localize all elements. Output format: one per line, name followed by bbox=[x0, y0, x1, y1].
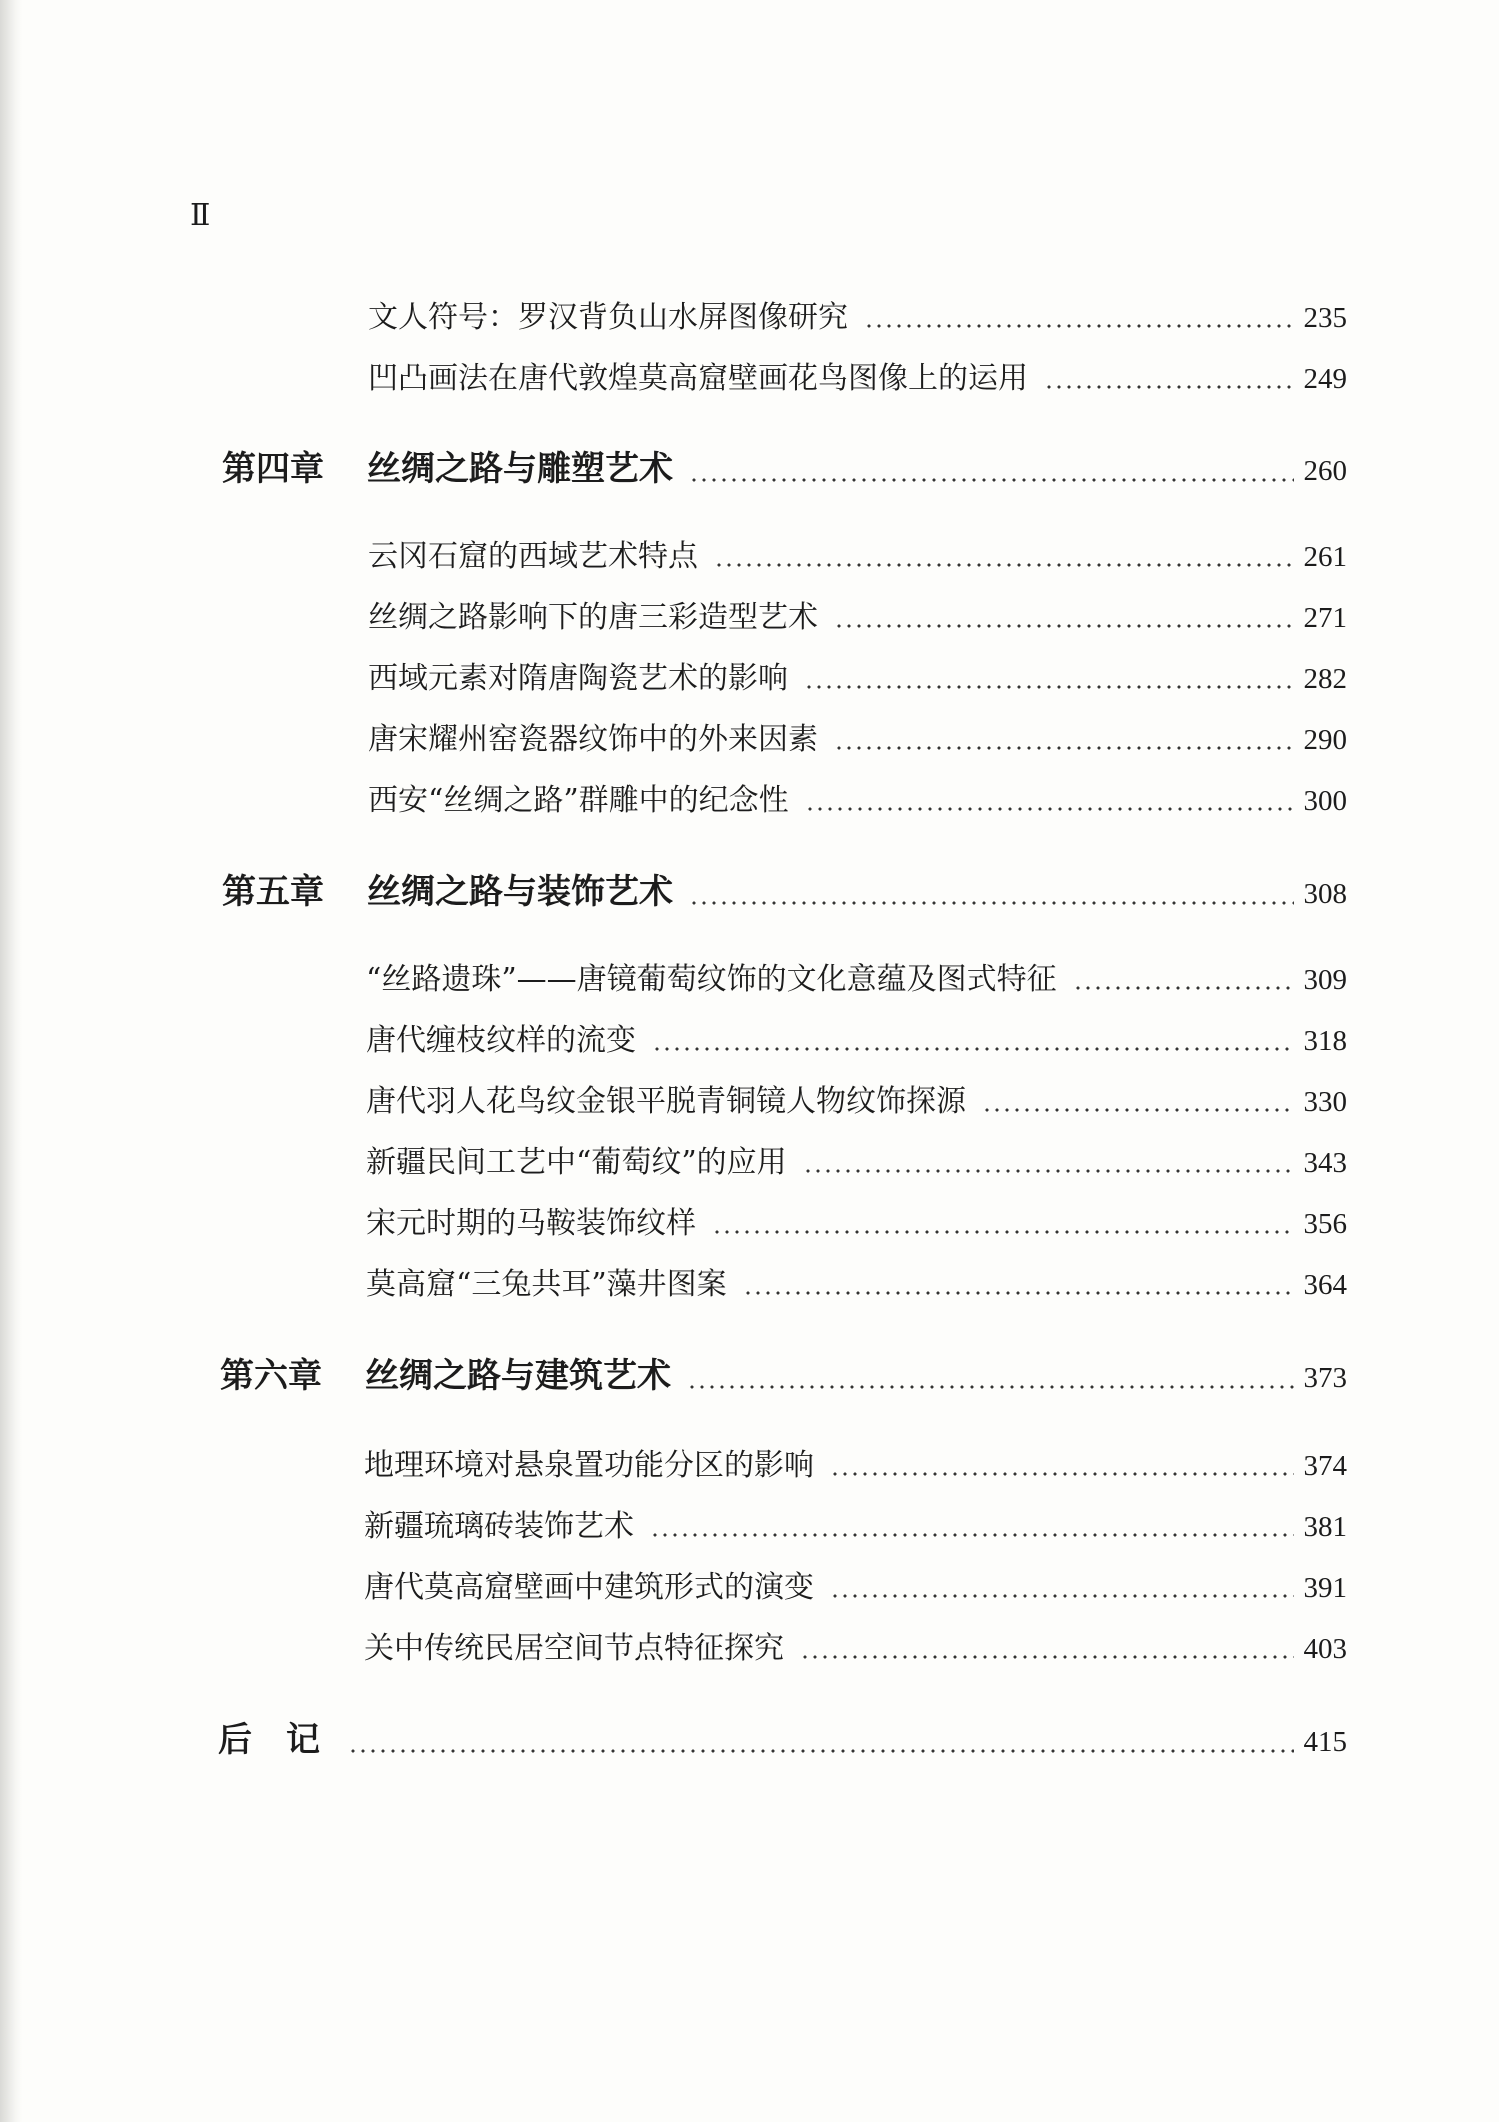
dot-leader bbox=[864, 324, 1294, 328]
dot-leader bbox=[830, 1594, 1294, 1598]
dot-leader bbox=[714, 563, 1294, 567]
toc-entry-page: 356 bbox=[1303, 1208, 1347, 1240]
toc-entry-page: 300 bbox=[1303, 785, 1347, 817]
dot-leader bbox=[804, 685, 1294, 689]
dot-leader bbox=[830, 1472, 1294, 1476]
toc-entry-title: 关中传统民居空间节点特征探究 bbox=[364, 1631, 784, 1666]
toc-entry-page: 271 bbox=[1303, 602, 1347, 634]
dot-leader bbox=[803, 1169, 1294, 1173]
toc-entry-title: 西域元素对隋唐陶瓷艺术的影响 bbox=[368, 661, 788, 696]
dot-leader bbox=[687, 1385, 1294, 1389]
toc-entry-page: 261 bbox=[1303, 541, 1347, 573]
page-edge-shadow bbox=[0, 0, 22, 2122]
toc-chapter-number: 第四章 bbox=[222, 449, 324, 489]
dot-leader bbox=[743, 1291, 1294, 1295]
toc-entry-page: 403 bbox=[1303, 1633, 1347, 1665]
toc-entry[interactable] bbox=[364, 1440, 1347, 1484]
toc-entry-page: 249 bbox=[1303, 363, 1347, 395]
toc-entry-title: 莫高窟“三兔共耳”藻井图案 bbox=[366, 1267, 727, 1302]
toc-entry[interactable] bbox=[366, 1198, 1347, 1242]
toc-chapter-page: 373 bbox=[1303, 1362, 1347, 1394]
toc-entry[interactable] bbox=[368, 592, 1347, 636]
toc-entry[interactable] bbox=[368, 353, 1347, 397]
dot-leader bbox=[1073, 986, 1294, 990]
toc-entry-page: 381 bbox=[1303, 1511, 1347, 1543]
toc-entry[interactable] bbox=[366, 1015, 1347, 1059]
toc-entry-page: 391 bbox=[1303, 1572, 1347, 1604]
toc-entry[interactable] bbox=[366, 1137, 1347, 1181]
toc-entry-title: 西安“丝绸之路”群雕中的纪念性 bbox=[368, 783, 789, 818]
toc-entry-title: 新疆民间工艺中“葡萄纹”的应用 bbox=[366, 1145, 787, 1180]
toc-entry-title: 唐代缠枝纹样的流变 bbox=[366, 1023, 636, 1058]
toc-entry-page: 309 bbox=[1303, 964, 1347, 996]
toc-entry-title: 宋元时期的马鞍装饰纹样 bbox=[366, 1206, 696, 1241]
dot-leader bbox=[834, 624, 1294, 628]
toc-entry-title: 唐代莫高窟壁画中建筑形式的演变 bbox=[364, 1570, 814, 1605]
toc-entry-title: 丝绸之路影响下的唐三彩造型艺术 bbox=[368, 600, 818, 635]
toc-chapter-number: 第六章 bbox=[220, 1356, 322, 1396]
toc-entry-title: 唐宋耀州窑瓷器纹饰中的外来因素 bbox=[368, 722, 818, 757]
toc-entry[interactable] bbox=[366, 1076, 1347, 1120]
toc-entry-page: 330 bbox=[1303, 1086, 1347, 1118]
toc-chapter[interactable] bbox=[220, 1348, 1347, 1397]
toc-entry-title: 唐代羽人花鸟纹金银平脱青铜镜人物纹饰探源 bbox=[366, 1084, 966, 1119]
dot-leader bbox=[652, 1047, 1294, 1051]
toc-entry-title: 文人符号：罗汉背负山水屏图像研究 bbox=[368, 300, 848, 335]
toc-afterword-page: 415 bbox=[1303, 1726, 1347, 1758]
dot-leader bbox=[689, 478, 1294, 482]
toc-entry-page: 343 bbox=[1303, 1147, 1347, 1179]
toc-entry-title: 凹凸画法在唐代敦煌莫高窟壁画花鸟图像上的运用 bbox=[368, 361, 1028, 396]
dot-leader bbox=[650, 1533, 1294, 1537]
toc-entry[interactable] bbox=[368, 714, 1347, 758]
toc-entry-page: 235 bbox=[1303, 302, 1347, 334]
toc-entry[interactable] bbox=[368, 775, 1347, 819]
dot-leader bbox=[834, 746, 1294, 750]
toc-entry-page: 374 bbox=[1303, 1450, 1347, 1482]
dot-leader bbox=[348, 1749, 1294, 1753]
toc-entry[interactable] bbox=[368, 653, 1347, 697]
toc-entry-page: 290 bbox=[1303, 724, 1347, 756]
toc-entry-page: 282 bbox=[1303, 663, 1347, 695]
toc-entry[interactable] bbox=[364, 1501, 1347, 1545]
toc-chapter-page: 308 bbox=[1303, 878, 1347, 910]
toc-chapter-page: 260 bbox=[1303, 455, 1347, 487]
dot-leader bbox=[712, 1230, 1294, 1234]
toc-chapter-number: 第五章 bbox=[222, 872, 324, 912]
toc-chapter[interactable] bbox=[222, 864, 1347, 913]
toc-entry-title: 地理环境对悬泉置功能分区的影响 bbox=[364, 1448, 814, 1483]
toc-afterword[interactable] bbox=[218, 1712, 1347, 1761]
dot-leader bbox=[689, 901, 1294, 905]
toc-entry[interactable] bbox=[368, 292, 1347, 336]
toc-entry[interactable] bbox=[366, 1259, 1347, 1303]
page-number: Ⅱ bbox=[190, 198, 209, 233]
toc-entry[interactable] bbox=[364, 1623, 1347, 1667]
toc-chapter-title: 丝绸之路与建筑艺术 bbox=[365, 1356, 671, 1396]
toc-entry[interactable] bbox=[368, 531, 1347, 575]
toc-entry-page: 318 bbox=[1303, 1025, 1347, 1057]
toc-entry-title: 云冈石窟的西域艺术特点 bbox=[368, 539, 698, 574]
toc-entry[interactable] bbox=[364, 1562, 1347, 1606]
toc-entry[interactable] bbox=[366, 954, 1347, 998]
dot-leader bbox=[800, 1655, 1294, 1659]
toc-entry-page: 364 bbox=[1303, 1269, 1347, 1301]
dot-leader bbox=[1044, 385, 1294, 389]
toc-entry-title: “丝路遗珠”——唐镜葡萄纹饰的文化意蕴及图式特征 bbox=[366, 962, 1057, 997]
dot-leader bbox=[805, 807, 1294, 811]
toc-entry-title: 新疆琉璃砖装饰艺术 bbox=[364, 1509, 634, 1544]
toc-chapter-title: 丝绸之路与装饰艺术 bbox=[367, 872, 673, 912]
dot-leader bbox=[982, 1108, 1294, 1112]
toc-afterword-title: 后 记 bbox=[218, 1720, 320, 1760]
toc-chapter[interactable] bbox=[222, 441, 1347, 490]
toc-chapter-title: 丝绸之路与雕塑艺术 bbox=[367, 449, 673, 489]
